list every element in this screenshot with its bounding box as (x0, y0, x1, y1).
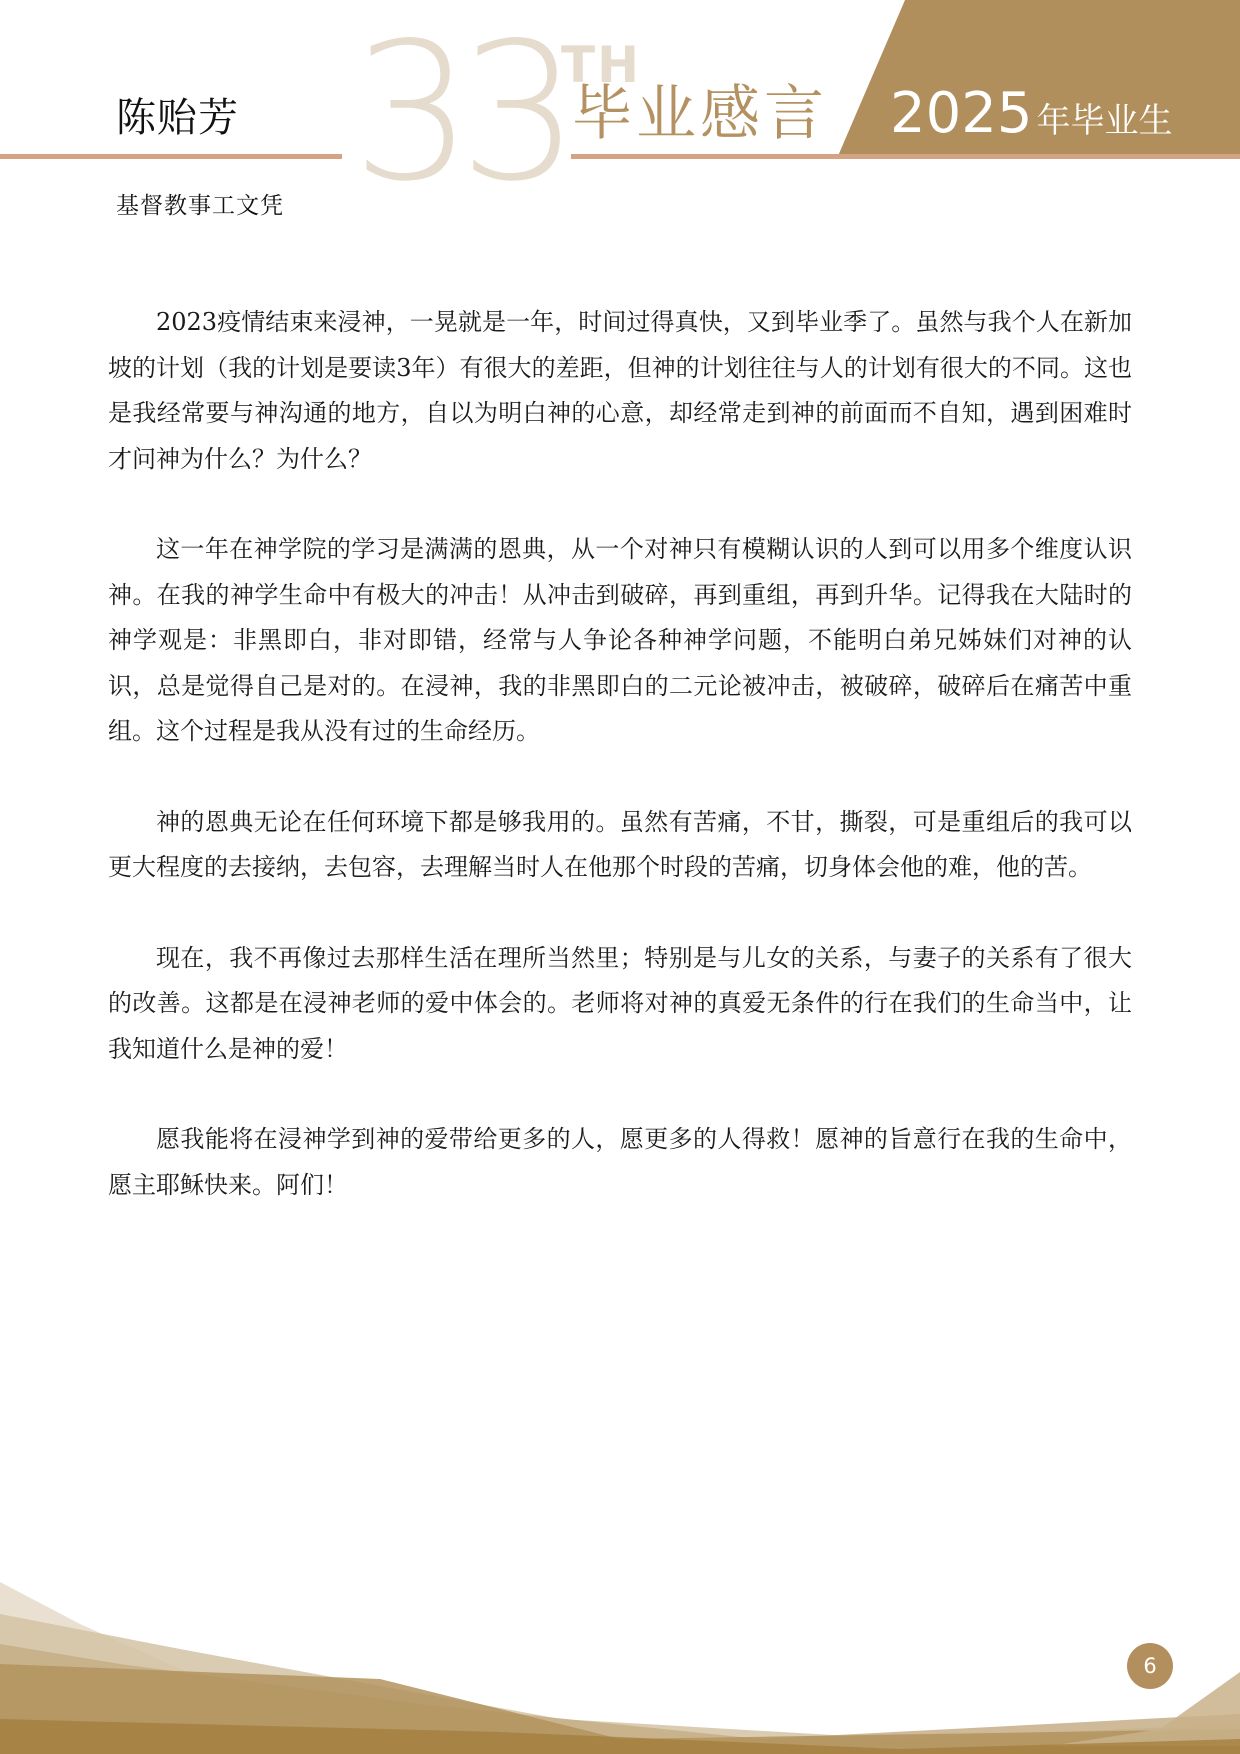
program-name: 基督教事工文凭 (116, 193, 284, 219)
page-number-badge: 6 (1127, 1643, 1173, 1689)
footer-wave-decoration (0, 1554, 1240, 1754)
graduation-year (890, 81, 1173, 146)
year-suffix: 年毕业生 (1036, 101, 1173, 141)
paragraph: 神的恩典无论在任何环境下都是够我用的。虽然有苦痛，不甘，撕裂，可是重组后的我可以更大程度的去接纳，去包容，去理解当时人在他那个时段的苦痛，切身体会他的难，他的苦。 (108, 807, 1132, 881)
header-rule-left (0, 154, 342, 159)
page-title: 毕业感言 (572, 79, 828, 149)
author-name: 陈贻芳 (116, 95, 239, 141)
paragraph: 2023疫情结束来浸神，一晃就是一年，时间过得真快，又到毕业季了。虽然与我个人在新加坡的计划（我的计划是要读3年）有很大的差距，但神的计划往往与人的计划有很大的不同。这也是我经常要与神沟通的地方，自以为明白神的心意，却经常走到神的前面而不自知，遇到困难时才问神为什么？为什么？ (108, 308, 1132, 473)
anniversary-suffix: TH (561, 36, 641, 94)
testimony-body (108, 300, 1132, 1253)
header-rule-right (571, 154, 1240, 159)
paragraph: 现在，我不再像过去那样生活在理所当然里；特别是与儿女的关系，与妻子的关系有了很大的改善。这都是在浸神老师的爱中体会的。老师将对神的真爱无条件的行在我们的生命当中，让我知道什么是神的爱！ (108, 943, 1132, 1063)
year-number: 2025 (890, 81, 1033, 146)
anniversary-number-watermark: 33 (352, 2, 566, 223)
paragraph: 这一年在神学院的学习是满满的恩典，从一个对神只有模糊认识的人到可以用多个维度认识神。在我的神学生命中有极大的冲击！从冲击到破碎，再到重组，再到升华。记得我在大陆时的神学观是：非黑即白，非对即错，经常与人争论各种神学问题，不能明白弟兄姊妹们对神的认识，总是觉得自己是对的。在浸神，我的非黑即白的二元论被冲击，被破碎，破碎后在痛苦中重组。这个过程是我从没有过的生命经历。 (108, 535, 1132, 745)
paragraph: 愿我能将在浸神学到神的爱带给更多的人，愿更多的人得救！愿神的旨意行在我的生命中，愿主耶稣快来。阿们！ (108, 1125, 1132, 1199)
